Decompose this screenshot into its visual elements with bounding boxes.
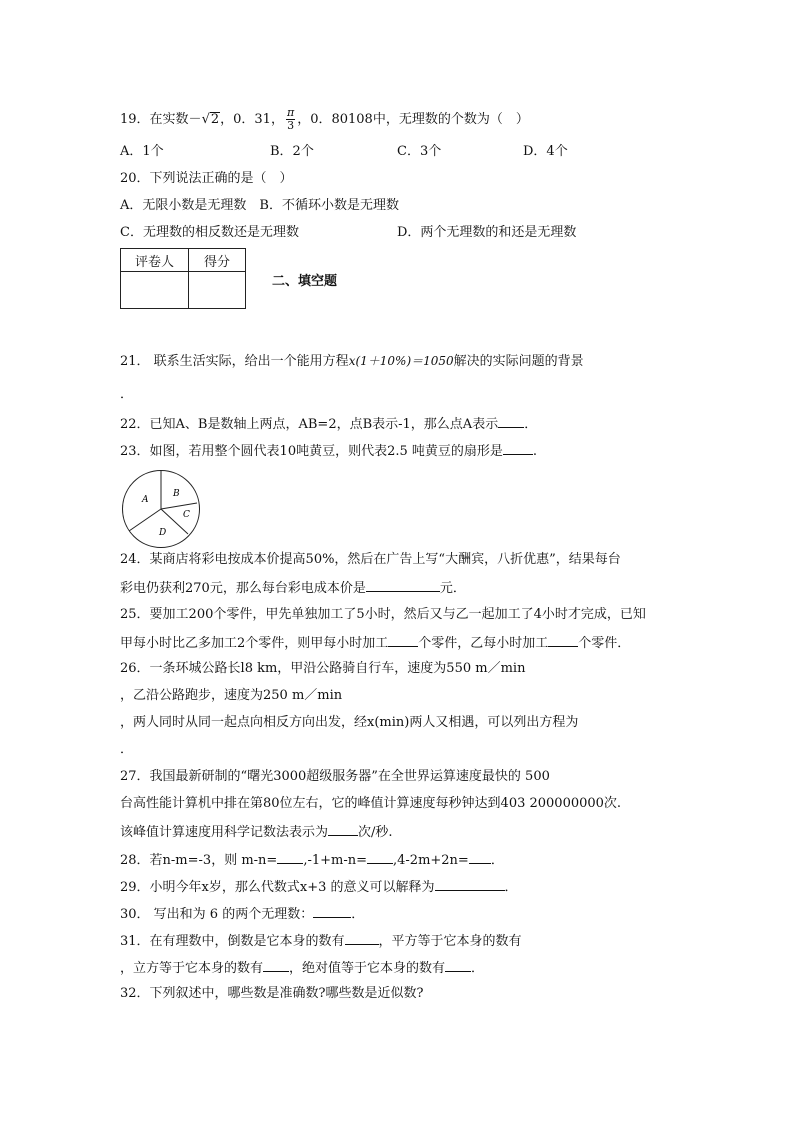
question-29: 29．小明今年x岁，那么代数式x+3 的意义可以解释为 ． (120, 880, 518, 895)
option-c: C．无理数的相反数还是无理数 (120, 225, 299, 240)
score-table (120, 248, 246, 309)
question-26-line1: 26．一条环城公路长l8 km，甲沿公路骑自行车，速度为550 m／min (120, 661, 526, 676)
pie-label-d: D (159, 528, 167, 538)
question-31-line2: ，立方等于它本身的数有 ，绝对值等于它本身的数有 ． (120, 961, 485, 976)
equation: x(1＋10%)＝1050 (348, 354, 454, 368)
question-23: 23．如图，若用整个圆代表10吨黄豆，则代表2.5 吨黄豆的扇形是 . (120, 444, 538, 459)
answer-blank (313, 905, 351, 918)
question-19-stem: 19．在实数－√2，0．31， $\frac{\pi}{3}$ ，0．80108中，无理数的个数为（ ） (120, 106, 529, 132)
question-27-line2: 台高性能计算机中排在第80位左右，它的峰值计算速度每秒钟达到403 200000000次. (120, 796, 622, 811)
option-b: B．2个 (270, 144, 314, 159)
answer-blank (469, 851, 491, 864)
pie-diagram (121, 469, 201, 549)
question-26-line2: ，乙沿公路跑步，速度为250 m／min (120, 688, 343, 703)
question-25-line2: 甲每小时比乙多加工2个零件，则甲每小时加工 个零件，乙每小时加工 个零件． (120, 636, 631, 651)
score-header: 得分 (189, 249, 246, 272)
answer-blank (388, 634, 418, 647)
option-d: D．两个无理数的和还是无理数 (397, 225, 577, 240)
answer-blank (263, 959, 289, 972)
pie-radius-right (161, 503, 197, 509)
question-21-line2: ． (120, 387, 134, 402)
answer-blank (548, 634, 578, 647)
pie-radius-lower-left (129, 509, 161, 531)
answer-blank (328, 823, 358, 836)
section-title: 二、填空题 (272, 274, 338, 289)
answer-blank (277, 851, 303, 864)
question-27-line1: 27．我国最新研制的“曙光3000超级服务器”在全世界运算速度最快的 500 (120, 769, 550, 784)
answer-blank (366, 579, 440, 592)
question-24-line2: 彩电仍获利270元，那么每台彩电成本价是 元． (120, 581, 466, 596)
answer-blank (445, 959, 471, 972)
pie-label-c: C (183, 510, 190, 520)
question-22: 22．已知A、B是数轴上两点，AB=2，点B表示-1，那么点A表示 ． (120, 417, 538, 432)
grader-header: 评卷人 (121, 249, 189, 272)
question-28: 28．若n-m=-3，则 m-n= ,-1+m-n= ,4-2m+2n= ． (120, 853, 504, 868)
sqrt-radicand: 2 (210, 112, 220, 127)
question-27-line3: 该峰值计算速度用科学记数法表示为 次/秒. (120, 825, 393, 840)
question-26-line4: ． (120, 742, 134, 757)
question-32: 32．下列叙述中，哪些数是准确数?哪些数是近似数? (120, 986, 424, 1001)
answer-blank (498, 415, 524, 428)
question-31-line1: 31．在有理数中，倒数是它本身的数有 ，平方等于它本身的数有 (120, 934, 522, 949)
answer-blank (345, 932, 379, 945)
question-26-line3: ，两人同时从同一起点向相反方向出发，经x(min)两人又相遇，可以列出方程为 (120, 715, 579, 730)
score-cell (189, 272, 246, 309)
question-30: 30． 写出和为 6 的两个无理数： ． (120, 907, 365, 922)
pie-label-a: A (142, 495, 149, 505)
grader-cell (121, 272, 189, 309)
sqrt-symbol: √ (201, 112, 210, 127)
question-25-line1: 25．要加工200个零件，甲先单独加工了5小时，然后又与乙一起加工了4小时才完成，已知 (120, 607, 646, 622)
answer-blank (367, 851, 393, 864)
option-c: C．3个 (397, 144, 442, 159)
question-24-line1: 24．某商店将彩电按成本价提高50%，然后在广告上写“大酬宾，八折优惠”，结果每台 (120, 552, 621, 567)
answer-blank (435, 878, 505, 891)
answer-blank (503, 442, 533, 455)
question-21: 21． 联系生活实际，给出一个能用方程x(1＋10%)＝1050解决的实际问题的背景 (120, 354, 584, 369)
option-a: A．1个 (120, 144, 164, 159)
option-d: D．4个 (523, 144, 568, 159)
pie-label-b: B (173, 489, 180, 499)
pi-over-3-fraction: $\frac{\pi}{3}$ (286, 106, 295, 132)
question-20-stem: 20．下列说法正确的是（ ） (120, 171, 293, 186)
question-20-options-ab: A．无限小数是无理数 B．不循环小数是无理数 (120, 198, 399, 213)
